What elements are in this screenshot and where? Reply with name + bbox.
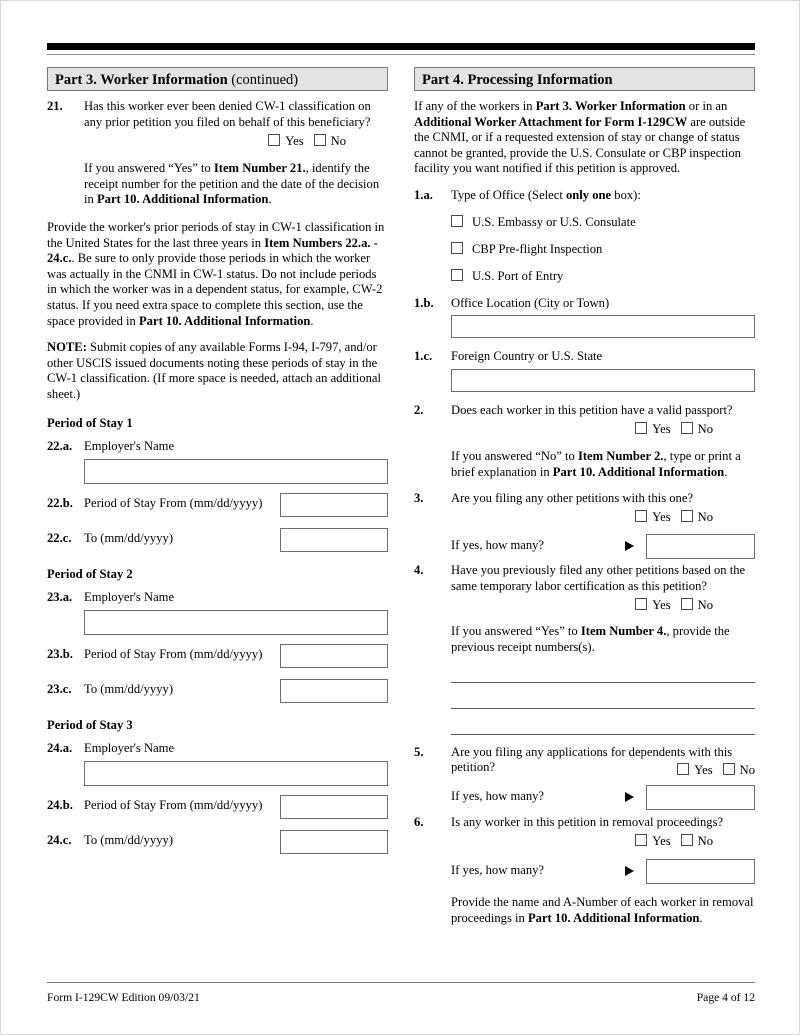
item-6-no-label: No xyxy=(697,834,713,849)
item-23a-employer-name-input[interactable] xyxy=(84,610,388,635)
item-3-howmany-input[interactable] xyxy=(646,534,755,559)
item-4-yes-label: Yes xyxy=(652,598,671,613)
item-22c-to-date-input[interactable] xyxy=(280,528,388,552)
item-5 xyxy=(414,745,755,776)
item-6-closing-pre: Provide the name and A-Number of each worker in removal proceedings in xyxy=(451,895,754,925)
item-4-no-checkbox[interactable] xyxy=(681,598,693,610)
item-3-howmany xyxy=(414,534,755,560)
instructions-part10-ref: Part 10. Additional Information xyxy=(138,313,311,328)
item-21-followup-pre: If you answered “Yes” to xyxy=(84,161,214,176)
item-22a-label: Employer's Name xyxy=(84,439,175,454)
item-1a-option-preflight[interactable] xyxy=(451,240,755,258)
item-23a xyxy=(47,590,388,606)
item-6 xyxy=(414,815,755,831)
item-22a xyxy=(47,439,388,455)
item-1b-number: 1.b. xyxy=(414,295,434,310)
part4-intro-ref2: Additional Worker Attachment for Form I-129CW xyxy=(414,114,688,129)
item-3-question: Are you filing any other petitions with this one? xyxy=(451,490,694,505)
item-4-receipt-line-3-wrap xyxy=(451,733,755,735)
item-6-question: Is any worker in this petition in removal proceedings? xyxy=(451,814,724,829)
item-3 xyxy=(414,491,755,507)
part4-intro-ref1: Part 3. Worker Information xyxy=(535,99,686,113)
item-6-yesno xyxy=(414,832,755,850)
item-3-yes-label: Yes xyxy=(652,510,671,525)
item-24b-number: 24.b. xyxy=(47,798,73,813)
item-23a-number: 23.a. xyxy=(47,590,73,605)
item-1c-label: Foreign Country or U.S. State xyxy=(451,349,603,364)
item-1c-number: 1.c. xyxy=(414,349,433,364)
item-5-no-checkbox[interactable] xyxy=(723,763,735,775)
item-24c-label: To (mm/dd/yyyy) xyxy=(84,833,174,848)
item-4-followup-pre: If you answered “Yes” to xyxy=(451,624,581,639)
item-4-followup xyxy=(451,624,755,655)
item-1a-label xyxy=(451,188,755,204)
right-column xyxy=(414,67,755,926)
item-4-number: 4. xyxy=(414,563,424,578)
item-4-receipt-line-2-wrap xyxy=(451,707,755,709)
item-3-yes-checkbox[interactable] xyxy=(635,510,647,522)
item-21-question: Has this worker ever been denied CW-1 classification on any prior petition you filed on behalf of this beneficiary? xyxy=(84,99,371,129)
item-1a-preflight-label: CBP Pre-flight Inspection xyxy=(472,241,603,256)
item-4-yesno xyxy=(414,596,755,614)
item-23b-from-date-input[interactable] xyxy=(280,644,388,668)
item-21-followup-ref1: Item Number 21. xyxy=(213,161,306,176)
item-2-followup-ref1: Item Number 2. xyxy=(577,449,664,464)
item-24c-number: 24.c. xyxy=(47,833,72,848)
item-1a-option-port-of-entry[interactable] xyxy=(451,267,755,285)
part3-header-bold: Part 3. Worker Information xyxy=(55,72,228,88)
item-23b-label: Period of Stay From (mm/dd/yyyy) xyxy=(84,646,263,661)
item-1a-port-of-entry-label: U.S. Port of Entry xyxy=(472,268,564,283)
item-1b xyxy=(414,296,755,312)
item-24b xyxy=(47,795,388,821)
part3-header-continued: (continued) xyxy=(227,72,299,88)
period-1-heading: Period of Stay 1 xyxy=(47,415,133,430)
item-2-question: Does each worker in this petition have a valid passport? xyxy=(451,402,733,417)
item-4-receipt-line-2[interactable] xyxy=(451,707,755,709)
item-3-arrow-icon xyxy=(625,541,634,551)
page-sheet xyxy=(47,1,755,1035)
item-24a-label: Employer's Name xyxy=(84,741,175,756)
item-4-receipt-line-1[interactable] xyxy=(451,681,755,683)
item-23a-label: Employer's Name xyxy=(84,590,175,605)
item-22b-from-date-input[interactable] xyxy=(280,493,388,517)
item-21-no-label: No xyxy=(330,134,346,149)
instructions-p1d: . xyxy=(310,313,314,328)
item-4-question: Have you previously filed any other petitions based on the same temporary labor certification as this petition? xyxy=(451,563,746,593)
item-6-yes-label: Yes xyxy=(652,834,671,849)
item-24a-number: 24.a. xyxy=(47,741,73,756)
item-6-closing-ref: Part 10. Additional Information xyxy=(527,910,700,925)
item-2-no-checkbox[interactable] xyxy=(681,422,693,434)
item-1a-embassy-checkbox[interactable] xyxy=(451,215,463,227)
item-6-closing xyxy=(451,895,755,926)
part4-intro-a: If any of the workers in xyxy=(414,99,536,113)
item-1a-label-pre: Type of Office (Select xyxy=(451,187,566,202)
top-black-rule xyxy=(47,43,755,50)
item-21-yesno xyxy=(47,132,388,150)
part4-header-bold: Part 4. Processing Information xyxy=(422,72,613,88)
footer-rule xyxy=(47,982,755,983)
period-2-heading: Period of Stay 2 xyxy=(47,566,133,581)
note-text: Submit copies of any available Forms I-94, I-797, and/or other USCIS issued documents noting these periods of stay in the CW-1 classification. (If more space is needed, attach an additional sheet.) xyxy=(47,340,381,401)
item-21-yes-checkbox[interactable] xyxy=(268,134,280,146)
item-5-howmany xyxy=(414,785,755,811)
item-6-howmany xyxy=(414,859,755,885)
part4-intro-c: or in an xyxy=(685,99,728,113)
item-21-number: 21. xyxy=(47,99,63,113)
period-3-heading: Period of Stay 3 xyxy=(47,717,133,732)
part3-instructions-paragraph xyxy=(47,220,388,329)
item-5-yes-label: Yes xyxy=(694,762,713,777)
item-22a-number: 22.a. xyxy=(47,439,73,454)
item-5-number: 5. xyxy=(414,744,424,759)
item-21 xyxy=(47,99,388,130)
item-21-followup-end: . xyxy=(268,192,272,207)
item-4-receipt-line-3[interactable] xyxy=(451,733,755,735)
item-23c-label: To (mm/dd/yyyy) xyxy=(84,681,174,696)
item-2-yes-checkbox[interactable] xyxy=(635,422,647,434)
item-24a xyxy=(47,741,388,757)
item-4-followup-ref1: Item Number 4. xyxy=(580,624,667,639)
item-2-followup-pre: If you answered “No” to xyxy=(451,449,578,464)
item-4-followup-end: , provide the previous receipt numbers(s). xyxy=(451,624,730,654)
item-21-followup-ref2: Part 10. Additional Information xyxy=(96,192,269,207)
item-6-howmany-label: If yes, how many? xyxy=(451,863,545,878)
instructions-item-range: Item Numbers 22.a. - 24.c. xyxy=(47,235,378,266)
item-1a-label-emphasis: only one xyxy=(565,187,612,202)
item-5-yesno xyxy=(677,761,755,779)
item-4-no-label: No xyxy=(697,598,713,613)
item-6-number: 6. xyxy=(414,814,424,829)
item-1a-label-post: box): xyxy=(611,187,641,202)
instructions-p1c: . Be sure to only provide those periods in which the worker was actually in the CNMI in CW-1 status. Do not include periods in which the worker was in a dependent status, for example, CW-2 status. If you need extra space to complete this section, use the space provided in xyxy=(47,251,383,328)
item-5-question: Are you filing any applications for dependents with this petition? xyxy=(451,744,733,775)
item-3-no-checkbox[interactable] xyxy=(681,510,693,522)
item-1c xyxy=(414,349,755,365)
item-3-no-label: No xyxy=(697,510,713,525)
item-22b-number: 22.b. xyxy=(47,495,73,510)
item-6-arrow-icon xyxy=(625,866,634,876)
item-21-followup xyxy=(84,161,388,208)
item-23c-number: 23.c. xyxy=(47,681,72,696)
item-5-no-label: No xyxy=(739,762,755,777)
item-1a-preflight-checkbox[interactable] xyxy=(451,242,463,254)
item-23c xyxy=(47,679,388,705)
item-24c xyxy=(47,830,388,856)
item-1a-option-embassy[interactable] xyxy=(451,213,755,231)
item-1a-number: 1.a. xyxy=(414,187,433,202)
footer-form-id: Form I-129CW Edition 09/03/21 xyxy=(47,991,200,1004)
item-24b-label: Period of Stay From (mm/dd/yyyy) xyxy=(84,798,263,813)
top-thin-rule xyxy=(47,54,755,55)
footer-page-number: Page 4 of 12 xyxy=(696,991,755,1004)
note-label: NOTE: xyxy=(47,340,87,355)
part4-header xyxy=(414,67,755,91)
instructions-p1a: Provide the worker's prior periods of stay in CW-1 classification in the United States for the last three years in xyxy=(47,219,385,250)
item-24c-to-date-input[interactable] xyxy=(280,830,388,854)
item-22c xyxy=(47,528,388,554)
item-4-receipt-line-1-wrap xyxy=(451,681,755,683)
item-2-yes-label: Yes xyxy=(652,422,671,437)
item-4 xyxy=(414,563,755,594)
item-5-yes-checkbox[interactable] xyxy=(677,763,689,775)
item-2-followup xyxy=(451,449,755,480)
item-4-yes-checkbox[interactable] xyxy=(635,598,647,610)
item-6-no-checkbox[interactable] xyxy=(681,834,693,846)
item-22b-label: Period of Stay From (mm/dd/yyyy) xyxy=(84,495,263,510)
item-3-number: 3. xyxy=(414,490,424,505)
part4-intro xyxy=(414,99,755,177)
item-22c-label: To (mm/dd/yyyy) xyxy=(84,530,174,545)
item-23c-to-date-input[interactable] xyxy=(280,679,388,703)
item-1a xyxy=(414,188,755,204)
item-6-howmany-input[interactable] xyxy=(646,859,755,884)
item-23b-number: 23.b. xyxy=(47,646,73,661)
item-22b xyxy=(47,493,388,519)
item-1a-embassy-label: U.S. Embassy or U.S. Consulate xyxy=(472,214,636,229)
item-6-yes-checkbox[interactable] xyxy=(635,834,647,846)
item-24b-from-date-input[interactable] xyxy=(280,795,388,819)
item-3-yesno xyxy=(414,508,755,526)
item-2-followup-ref2: Part 10. Additional Information xyxy=(552,464,725,479)
item-2-followup-end: . xyxy=(724,464,728,479)
item-23b xyxy=(47,644,388,670)
item-3-howmany-label: If yes, how many? xyxy=(451,538,545,553)
part3-header xyxy=(47,67,388,91)
item-2-yesno xyxy=(414,420,755,438)
item-21-yes-label: Yes xyxy=(285,134,304,149)
item-24a-employer-name-input[interactable] xyxy=(84,761,388,786)
item-5-arrow-icon xyxy=(625,792,634,802)
item-1b-label: Office Location (City or Town) xyxy=(451,295,610,310)
item-22c-number: 22.c. xyxy=(47,530,72,545)
part4-intro-d: are outside the CNMI, or if a requested extension of stay or change of status cannot be granted, provide the U.S. Consulate or CBP inspection facility you want notified if this petition is approved. xyxy=(414,114,746,176)
item-1b-office-location-input[interactable] xyxy=(451,315,755,338)
item-2 xyxy=(414,403,755,419)
item-2-no-label: No xyxy=(697,422,713,437)
item-1a-port-of-entry-checkbox[interactable] xyxy=(451,269,463,281)
item-1c-country-state-input[interactable] xyxy=(451,369,755,392)
item-6-closing-end: . xyxy=(699,910,703,925)
left-column xyxy=(47,67,388,856)
item-21-no-checkbox[interactable] xyxy=(314,134,326,146)
item-5-howmany-label: If yes, how many? xyxy=(451,788,545,803)
item-5-howmany-input[interactable] xyxy=(646,785,755,810)
part3-note xyxy=(47,340,388,402)
item-2-followup-mid: , type or print a brief explanation in xyxy=(451,449,741,479)
item-21-followup-mid: , identify the receipt number for the petition and the date of the decision in xyxy=(84,161,380,207)
item-2-number: 2. xyxy=(414,402,424,417)
item-22a-employer-name-input[interactable] xyxy=(84,459,388,484)
